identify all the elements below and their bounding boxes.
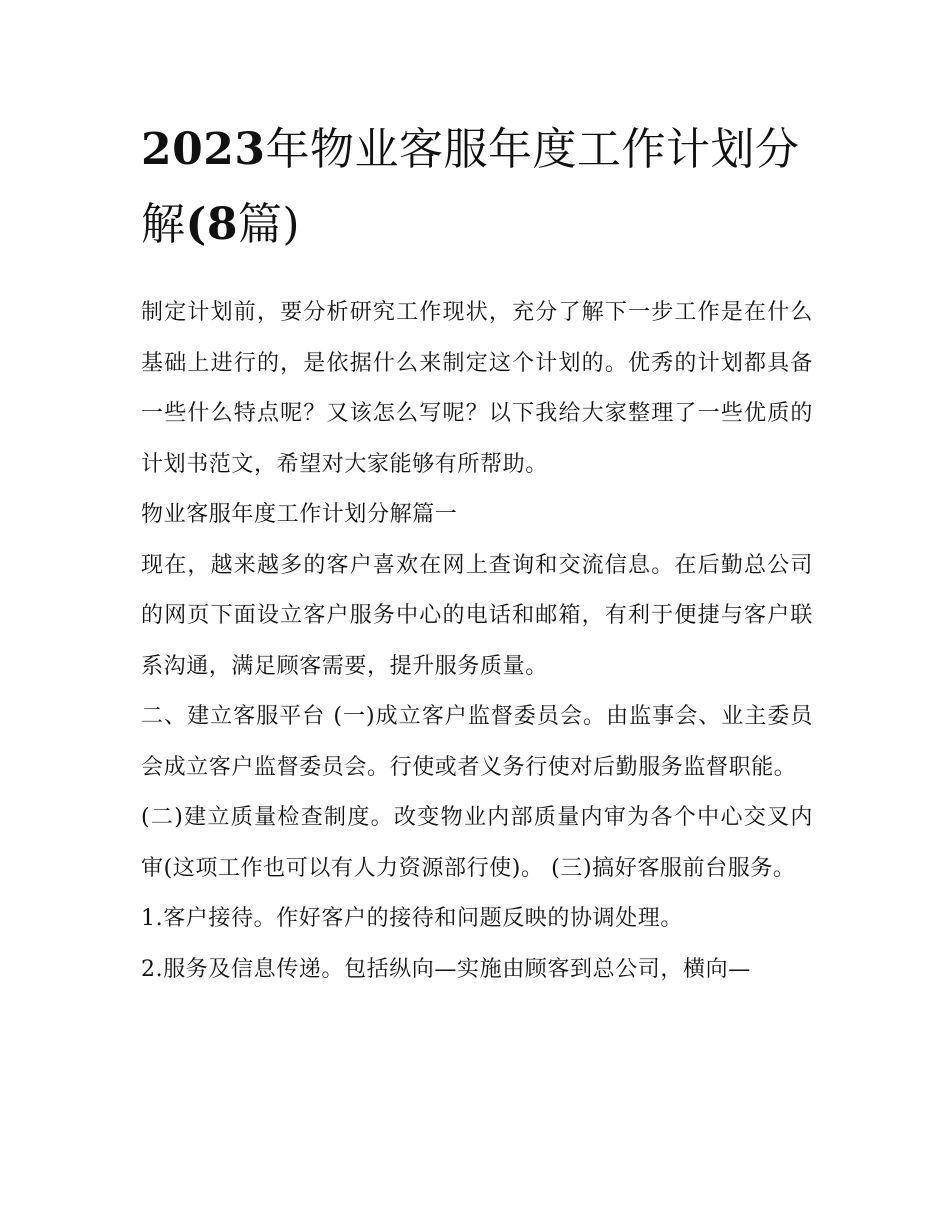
body-paragraph: 现在，越来越多的客户喜欢在网上查询和交流信息。在后勤总公司的网页下面设立客户服务中心的电话和邮箱，有利于便捷与客户联系沟通，满足顾客需要，提升服务质量。: [141, 552, 813, 679]
section-heading: 物业客服年度工作计划分解篇一: [141, 502, 458, 527]
title-main: 年物业客服年度工作计划分解: [141, 124, 800, 250]
title-suffix: 篇): [237, 199, 301, 250]
body-paragraph: 二、建立客服平台 (一)成立客户监督委员会。由监事会、业主委员会成立客户监督委员会。行使或者义务行使对后勤服务监督职能。: [141, 704, 813, 780]
body-paragraph: 2.服务及信息传递。包括纵向—实施由顾客到总公司，横向—: [141, 956, 751, 982]
document-page: [141, 112, 813, 995]
body-paragraph: (二)建立质量检查制度。改变物业内部质量内审为各个中心交叉内审(这项工作也可以有人力资源部行使)。 (三)搞好客服前台服务。: [141, 805, 813, 881]
intro-paragraph: 制定计划前，要分析研究工作现状，充分了解下一步工作是在什么基础上进行的，是依据什么来制定这个计划的。优秀的计划都具备一些什么特点呢？又该怎么写呢？以下我给大家整理了一些优质的计划书范文，希望对大家能够有所帮助。: [141, 300, 813, 477]
title-count: (8: [185, 199, 238, 250]
title-year: 2023: [141, 124, 266, 175]
body-paragraph: 1.客户接待。作好客户的接待和问题反映的协调处理。: [141, 906, 683, 931]
document-title: [141, 112, 813, 262]
